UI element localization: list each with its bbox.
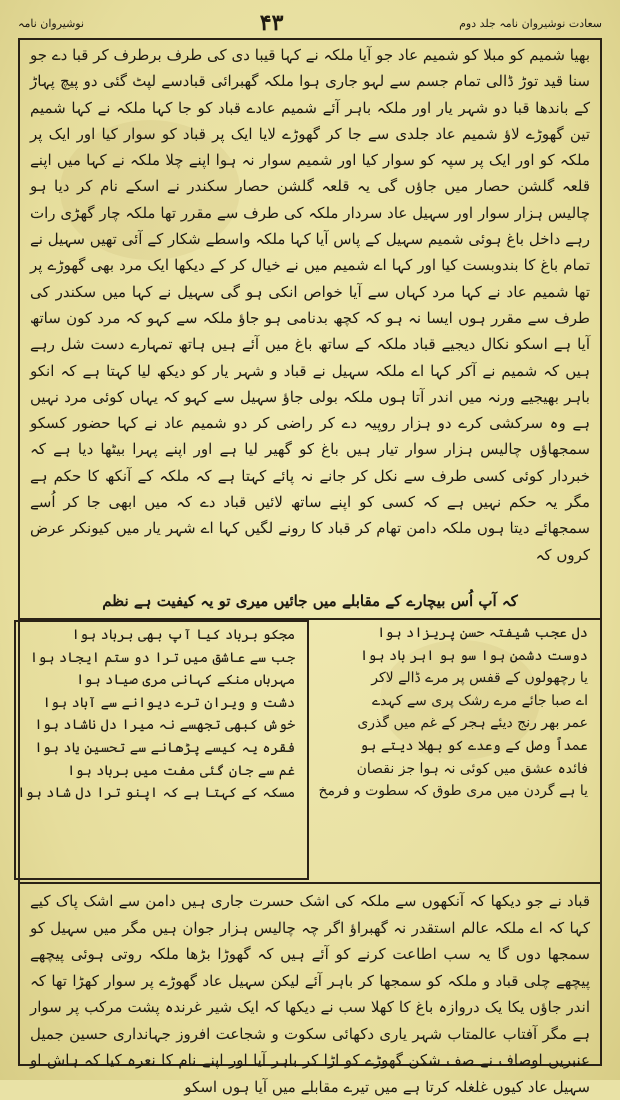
paragraph: قباد نے جو دیکھا کہ آنکھوں سے ملکہ کی اشک حسرت جاری ہیں دامن سے اشک پاک کیے کہا کہ اے ملکہ عالم استقدر نہ گھبراؤ اگر چہ چالیس ہزار جوان ہیں مگر میں سہیل کو سمجھا دوں گا یہ سب اطاعت کرنے کو آئے ہیں کہ گھوڑا بڑھا ملکہ روتی ہوئی پیچھے پیچھے چلی قباد و ملکہ کو سمجھا کر باہر آئے لیکن سہیل عاد گھوڑے پر سوار کھڑا تھا کہ اندر جاؤں یکا یک دروازہ باغ کا کھلا سب نے دیکھا کہ ایک شیر غرندہ پشت مرکب پر سوار ہے مگر آفتاب عالمتاب شہر یاری دکھائی سکوت و شجاعت افروز جہانداری حسین جمیل عنبریں اوصاف نے صف شکن گھوڑے کو اڑا کر باہر آیا اور اپنے نام کا نعرہ کیا کہ ہاش او سہیل عاد کیوں غلغلہ کرتا ہے میں تیرے مقابلے میں آیا ہوں اسکو: [30, 892, 590, 1096]
verse-line: یا رچھولوں کے قفس پر مرے ڈالے لاکر: [371, 670, 588, 687]
page-number: ۴۳: [259, 10, 284, 36]
verse-intro-line: کہ آپ اُس بیچارے کے مقابلے میں جائیں میری تو یہ کیفیت ہے نظم: [20, 592, 600, 620]
verse-line: دشت و ویران ترے دیوانے سے آباد ہوا: [42, 694, 296, 711]
poem-column-right: [309, 620, 600, 880]
poem-column-left: [14, 620, 309, 880]
page-header: [18, 8, 602, 38]
verse-line: فائدہ عشق میں کوئی نہ ہوا جز نقصان: [356, 760, 588, 777]
paragraph: بهیا شمیم کو مبلا کو شمیم عاد جو آیا ملکہ نے کہا قیبا دی کی طرف برطرف کر قبا دے جو سنا قید توڑ ڈالی تمام جسم سے لہو جاری ہوا ملکہ گھبرائی قبادسے لپٹ گئی دو پیچ پہاڑ کے باندھا قبا دو شہر یار اور ملکہ باہر آئے شمیم عادے قباد کو جا کہا ملکہ نے کہا شمیم تین گھوڑے لاؤ شمیم عاد جلدی سے جا کر گھوڑے لایا ایک پر قباد کو سوار کیا اور ایک پر ملکہ کو اور ایک پر سپہ کو سوار کیا اور شمیم سوار نہ ہوا اپنے چلا ملکہ نے کہا میں اپنے قلعہ گلشن حصار میں جاؤں گی یہ قلعہ گلشن حصار سکندر نے اسکے نام کر دیا ہو چالیس ہزار سوار اور سہیل عاد سردار ملکہ کی طرف سے مقرر تھا ملکہ چار گھڑی رات رہے داخل باغ ہوئی شمیم سہیل کے پاس آیا کہا ملکہ واسطے شکار کے آئی تھیں سہیل نے تمام باغ کا بندوبست کیا اور کہا اے شمیم میں نے خیال کر کے دیکھا ایک مرد بھی گھوڑے پر تھا شمیم عاد نے کہا مرد کہاں سے آیا خواص انکی ہو گی سہیل نے کہا میں سکندر کی طرف سے مقرر ہوں ایسا نہ ہو کہ کچھ بدنامی ہو جاؤ ملکہ سے کہو کہ مرد کون ساتھ آیا ہے اسکو نکال دیجیے قباد ملکہ کے ساتھ باغ میں آئے ہیں ہاتھ تمہارے دست شل رہے ہیں کہ شمیم نے آکر کہا اے ملکہ سہیل نے قباد و شہر یار کو دیکھ لیا کہتا ہے کہ انکو باہر بھیجیے ورنہ میں اندر آتا ہوں ملکہ بولی جاؤ سہیل سے کہو کہ یہاں کوئی مرد نہیں ہے وہ سرکشی کرے دو ہزار روپیہ دے کر راضی کر دو شمیم عاد نے کہا حضور کسکو سمجھاؤں چالیس ہزار سوار تیار ہیں باغ کو گھیر لیا ہے اور اپنے پہرا بیٹھا دیا ہے کہ خبردار کوئی کسی طرف سے نکل کر جانے نہ پائے کہتا ہے کہ ملکہ کے آنکھ کا حکم ہے مگر یہ حکم نہیں ہے کہ کسی کو اپنے ساتھ لائیں قباد دے کہ میں ابھی جا کر اُسے سمجھائے دیتا ہوں ملکہ دامن تھام کر قباد کا رونے لگیں کہا اے شہر یار میں کیونکر عرض کروں کہ: [30, 46, 590, 564]
body-text-bottom: [20, 882, 600, 1096]
verse-line: عمداً وصل کے وعدے کو بھلا دیتے ہو: [359, 737, 588, 754]
verse-line: عمر بھر رنج دیئے ہجر کے غم میں گذری: [357, 715, 588, 732]
verse-line: دوست دشمن ہوا سو ہو اہر باد ہوا: [359, 647, 588, 664]
running-title: سعادت نوشیروان نامہ جلد دوم: [459, 16, 602, 30]
verse-line: اے صبا جائے مرے رشک پری سے کہدے: [371, 692, 588, 709]
verse-line: خوش کبھی تجھسے نہ میرا دل ناشاد ہوا: [34, 717, 296, 734]
verse-line: مجکو برباد کیا آپ بھی برباد ہوا: [71, 627, 296, 643]
body-text-top: [20, 40, 600, 597]
verse-line: فقرہ یہ کیسے پڑھانے سے تحسین یاد ہوا: [34, 739, 296, 756]
verse-line: دل عجب شیفتہ حسن پریزاد ہوا: [377, 625, 588, 641]
text-frame: [17, 38, 602, 1096]
verse-line: یا ہے گردن میں مری طوق کہ سطوت و فرمخ: [318, 783, 588, 800]
book-title: نوشیروان نامہ: [18, 16, 85, 30]
poem-block: [17, 620, 600, 880]
verse-line: مہرباں منکے کہانی مری صیاد ہوا: [76, 672, 296, 689]
verse-line: مسکہ کے کہتا ہے کہ اپنو ترا دل شاد ہوا: [17, 785, 296, 802]
verse-line: غم سے جان گئی مفت میں برباد ہوا: [67, 762, 296, 779]
verse-line: جب سے عاشق میں ترا دو ستم ایجاد ہوا: [29, 649, 296, 666]
